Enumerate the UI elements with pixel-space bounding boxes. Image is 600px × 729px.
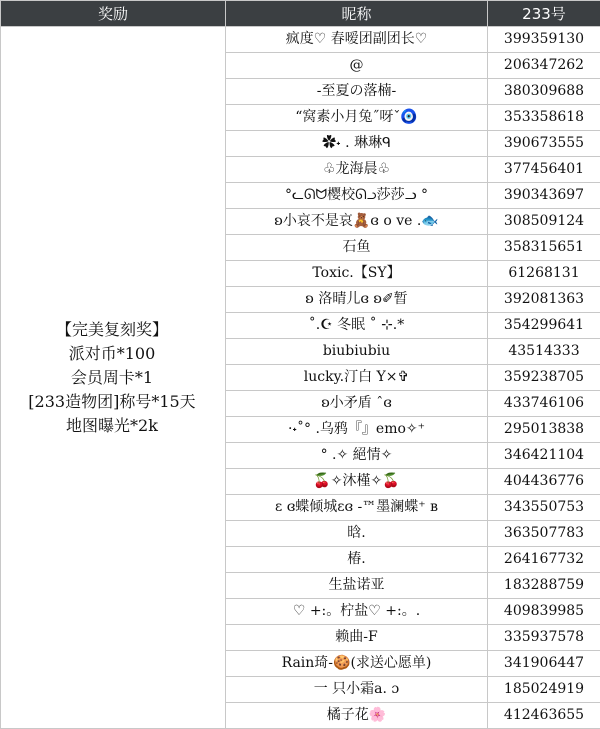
id-cell: 377456401 [488,157,600,183]
id-cell: 390343697 [488,183,600,209]
id-cell: 354299641 [488,313,600,339]
reward-line: [233造物团]称号*15天 [1,390,223,414]
nickname-cell: 疯度♡ 春嗳团副团长♡ [226,27,488,53]
id-cell: 343550753 [488,495,600,521]
id-cell: 206347262 [488,53,600,79]
id-cell: 380309688 [488,79,600,105]
nickname-cell: °ᓚᘏᗢ樱校ᘏᓗ莎莎ᓗ ° [226,183,488,209]
id-cell: 185024919 [488,677,600,703]
nickname-cell: ♡ +:。柠盐♡ +:。. [226,599,488,625]
nickname-cell: ɛ ɞ蝶倾城ɛɞ -™墨澜蝶⁺ ʙ [226,495,488,521]
nickname-cell: lucky.汀白 Y×✞ [226,365,488,391]
id-cell: 264167732 [488,547,600,573]
nickname-cell: “窝素小月兔˝呀ˇ🧿 [226,105,488,131]
id-cell: 433746106 [488,391,600,417]
reward-line: 【完美复刻奖】 [1,318,223,342]
id-cell: 346421104 [488,443,600,469]
id-cell: 392081363 [488,287,600,313]
id-cell: 412463655 [488,703,600,729]
nickname-cell: 橘子花🌸 [226,703,488,729]
id-cell: 399359130 [488,27,600,53]
table-body [1,27,600,729]
id-cell: 359238705 [488,365,600,391]
nickname-cell: 🍒✧沐槿✧🍒 [226,469,488,495]
table-row [1,27,600,53]
nickname-cell: ʚ小矛盾 ˆɞ [226,391,488,417]
reward-line: 派对币*100 [1,342,223,366]
reward-line: 会员周卡*1 [1,366,223,390]
header-id: 233号 [488,1,600,27]
nickname-cell: biubiubiu [226,339,488,365]
nickname-cell: ° .✧ 絕情✧ [226,443,488,469]
nickname-cell: ʚ 洛晴儿ɞ ʚ✐暂 [226,287,488,313]
nickname-cell: Toxic.【SY】 [226,261,488,287]
nickname-cell: ·˖˚° .乌鸦『』emo✧⁺ [226,417,488,443]
id-cell: 390673555 [488,131,600,157]
id-cell: 295013838 [488,417,600,443]
reward-cell [1,27,226,729]
nickname-cell: Rain琦-🍪(求送心愿单) [226,651,488,677]
id-cell: 353358618 [488,105,600,131]
id-cell: 308509124 [488,209,600,235]
id-cell: 335937578 [488,625,600,651]
nickname-cell: 晗. [226,521,488,547]
header-reward: 奖励 [1,1,226,27]
nickname-cell: 椿. [226,547,488,573]
header-nickname: 昵称 [226,1,488,27]
reward-line: 地图曝光*2k [1,414,223,438]
id-cell: 409839985 [488,599,600,625]
id-cell: 358315651 [488,235,600,261]
nickname-cell: ʚ小哀不是哀🧸ɞ o ve .🐟 [226,209,488,235]
header-row [1,1,600,27]
nickname-cell: ˚.☪ 冬眠 ˚ ⊹.* [226,313,488,339]
nickname-cell: 石鱼 [226,235,488,261]
nickname-cell: -至夏の落楠- [226,79,488,105]
nickname-cell: ♧龙海晨♧ [226,157,488,183]
id-cell: 183288759 [488,573,600,599]
nickname-cell: @ [226,53,488,79]
id-cell: 363507783 [488,521,600,547]
nickname-cell: 生盐诺亚 [226,573,488,599]
id-cell: 61268131 [488,261,600,287]
nickname-cell: 一 只小霜a. ɔ [226,677,488,703]
nickname-cell: ✿˖ . 琳琳ᑫ [226,131,488,157]
id-cell: 43514333 [488,339,600,365]
id-cell: 404436776 [488,469,600,495]
nickname-cell: 赖曲-F [226,625,488,651]
id-cell: 341906447 [488,651,600,677]
